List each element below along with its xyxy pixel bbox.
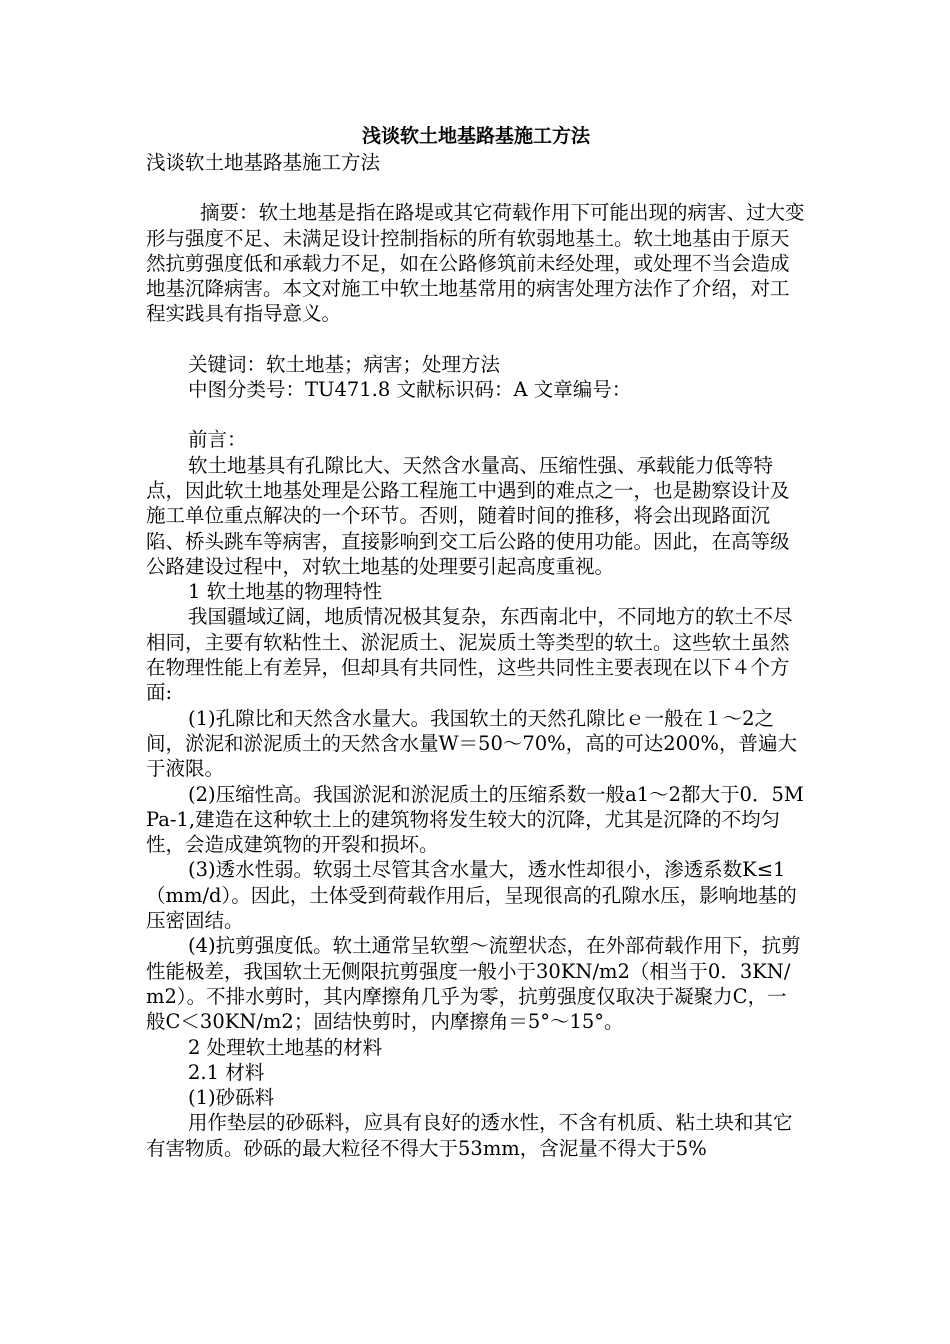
section-1-heading: 1 软土地基的物理特性 xyxy=(188,580,383,604)
abstract-paragraph: 摘要：软土地基是指在路堤或其它荷载作用下可能出现的病害、过大变形与强度不足、未满足设计控制指标的所有软弱地基土。软土地基由于原天然抗剪强度低和承载力不足，如在公路修筑前未经处理，或处理不当会造成地基沉降病害。本文对施工中软土地基常用的病害处理方法作了介绍，对工程实践具有指导意义。 xyxy=(146,201,805,326)
spacer xyxy=(146,327,806,352)
document-title: 浅谈软土地基路基施工方法 xyxy=(361,125,590,147)
property-item-2: (2)压缩性高。我国淤泥和淤泥质土的压缩系数一般a1～2都大于0．5MPa-1,建造在这种软土上的建筑物将发生较大的沉降，尤其是沉降的不均匀性，会造成建筑物的开裂和损坏。 xyxy=(146,782,804,857)
spacer xyxy=(146,175,806,200)
preface-paragraph: 软土地基具有孔隙比大、天然含水量高、压缩性强、承载能力低等特点，因此软土地基处理是公路工程施工中遇到的难点之一，也是勘察设计及施工单位重点解决的一个环节。否则，随着时间的推移，将会出现路面沉陷、桥头跳车等病害，直接影响到交工后公路的使用功能。因此，在高等级公路建设过程中，对软土地基的处理要引起高度重视。 xyxy=(146,453,790,578)
document-subtitle: 浅谈软土地基路基施工方法 xyxy=(146,151,381,174)
spacer xyxy=(146,402,806,427)
section-1-intro: 我国疆域辽阔，地质情况极其复杂，东西南北中，不同地方的软土不尽相同，主要有软粘性土、淤泥质土、泥炭质土等类型的软土。这些软土虽然在物理性能上有差异，但却具有共同性，这些共同性主要表现在以下４个方面: xyxy=(146,605,793,705)
preface-heading: 前言： xyxy=(188,428,247,452)
gravel-heading: (1)砂砾料 xyxy=(188,1086,275,1110)
property-item-3: (3)透水性弱。软弱土尽管其含水量大，透水性却很小，渗透系数K≤1（mm/d）。因此，土体受到荷载作用后，呈现很高的孔隙水压，影响地基的压密固结。 xyxy=(146,858,797,933)
classification-line: 中图分类号：TU471.8 文献标识码：A 文章编号： xyxy=(188,378,632,402)
section-2-1-heading: 2.1 材料 xyxy=(188,1060,265,1084)
document-page xyxy=(146,122,806,1161)
keywords-line: 关键词：软土地基；病害；处理方法 xyxy=(188,352,501,376)
property-item-1: (1)孔隙比和天然含水量大。我国软土的天然孔隙比ｅ一般在１～2之间，淤泥和淤泥质土的天然含水量W＝50～70%，高的可达200%，普遍大于液限。 xyxy=(146,706,797,781)
section-2-heading: 2 处理软土地基的材料 xyxy=(188,1035,383,1059)
gravel-paragraph: 用作垫层的砂砾料，应具有良好的透水性，不含有机质、粘土块和其它有害物质。砂砾的最大粒径不得大于53mm，含泥量不得大于5% xyxy=(146,1111,793,1160)
property-item-4: (4)抗剪强度低。软土通常呈软塑～流塑状态，在外部荷载作用下，抗剪性能极差，我国软土无侧限抗剪强度一般小于30KN/m2（相当于0．3KN/m2）。不排水剪时，其内摩擦角几乎为零，抗剪强度仅取决于凝聚力C，一般C＜30KN/m2；固结快剪时，内摩擦角＝5°～15°。 xyxy=(146,934,801,1034)
